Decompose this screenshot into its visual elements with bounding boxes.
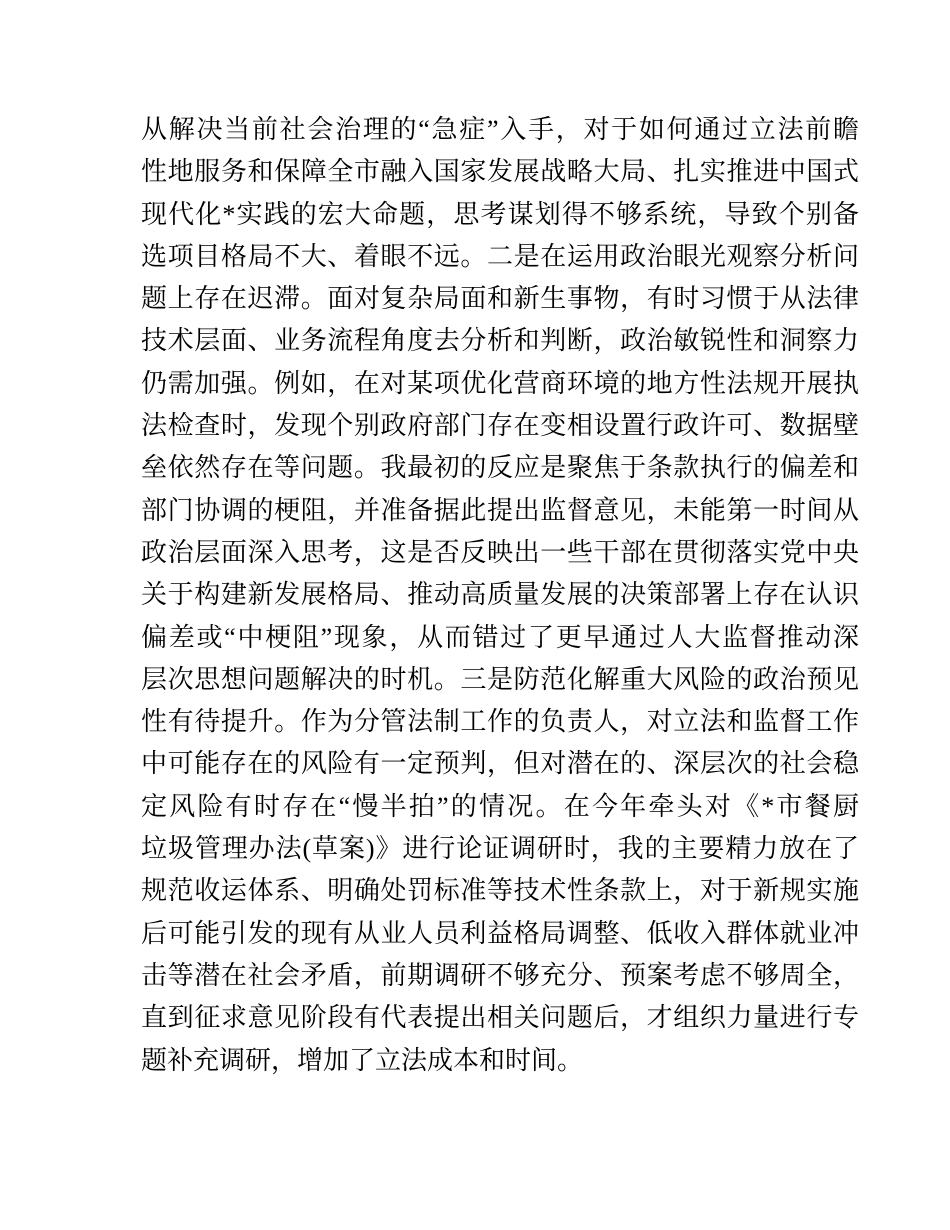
text-line: 垃圾管理办法(草案)》进行论证调研时，我的主要精力放在了 bbox=[141, 834, 859, 864]
text-line: 性地服务和保障全市融入国家发展战略大局、扎实推进中国式 bbox=[141, 157, 859, 187]
text-line: 层次思想问题解决的时机。三是防范化解重大风险的政治预见 bbox=[141, 664, 859, 694]
text-line: 仍需加强。例如，在对某项优化营商环境的地方性法规开展执 bbox=[141, 368, 859, 398]
text-line: 直到征求意见阶段有代表提出相关问题后，才组织力量进行专 bbox=[141, 1003, 859, 1033]
text-line: 关于构建新发展格局、推动高质量发展的决策部署上存在认识 bbox=[141, 580, 859, 610]
text-line: 技术层面、业务流程角度去分析和判断，政治敏锐性和洞察力 bbox=[141, 326, 859, 356]
text-line: 政治层面深入思考，这是否反映出一些干部在贯彻落实党中央 bbox=[141, 537, 859, 567]
text-line: 击等潜在社会矛盾，前期调研不够充分、预案考虑不够周全， bbox=[141, 960, 859, 990]
text-line: 从解决当前社会治理的“急症”入手，对于如何通过立法前瞻 bbox=[141, 115, 859, 144]
text-line: 题上存在迟滞。面对复杂局面和新生事物，有时习惯于从法律 bbox=[141, 284, 859, 314]
text-line: 选项目格局不大、着眼不远。二是在运用政治眼光观察分析问 bbox=[141, 241, 859, 271]
text-line: 定风险有时存在“慢半拍”的情况。在今年牵头对《*市餐厨 bbox=[141, 791, 859, 821]
text-line: 后可能引发的现有从业人员利益格局调整、低收入群体就业冲 bbox=[141, 918, 859, 948]
text-line: 规范收运体系、明确处罚标准等技术性条款上，对于新规实施 bbox=[141, 876, 859, 906]
text-line: 中可能存在的风险有一定预判，但对潜在的、深层次的社会稳 bbox=[141, 749, 859, 779]
text-line: 题补充调研，增加了立法成本和时间。 bbox=[141, 1045, 584, 1075]
text-line: 偏差或“中梗阻”现象，从而错过了更早通过人大监督推动深 bbox=[141, 622, 859, 652]
text-line: 法检查时，发现个别政府部门存在变相设置行政许可、数据壁 bbox=[141, 411, 859, 441]
text-line: 现代化*实践的宏大命题，思考谋划得不够系统，导致个别备 bbox=[141, 199, 859, 229]
text-line: 垒依然存在等问题。我最初的反应是聚焦于条款执行的偏差和 bbox=[141, 453, 859, 483]
text-line: 部门协调的梗阻，并准备据此提出监督意见，未能第一时间从 bbox=[141, 495, 859, 525]
text-line: 性有待提升。作为分管法制工作的负责人，对立法和监督工作 bbox=[141, 707, 859, 737]
paragraph-body-text bbox=[141, 109, 859, 1082]
